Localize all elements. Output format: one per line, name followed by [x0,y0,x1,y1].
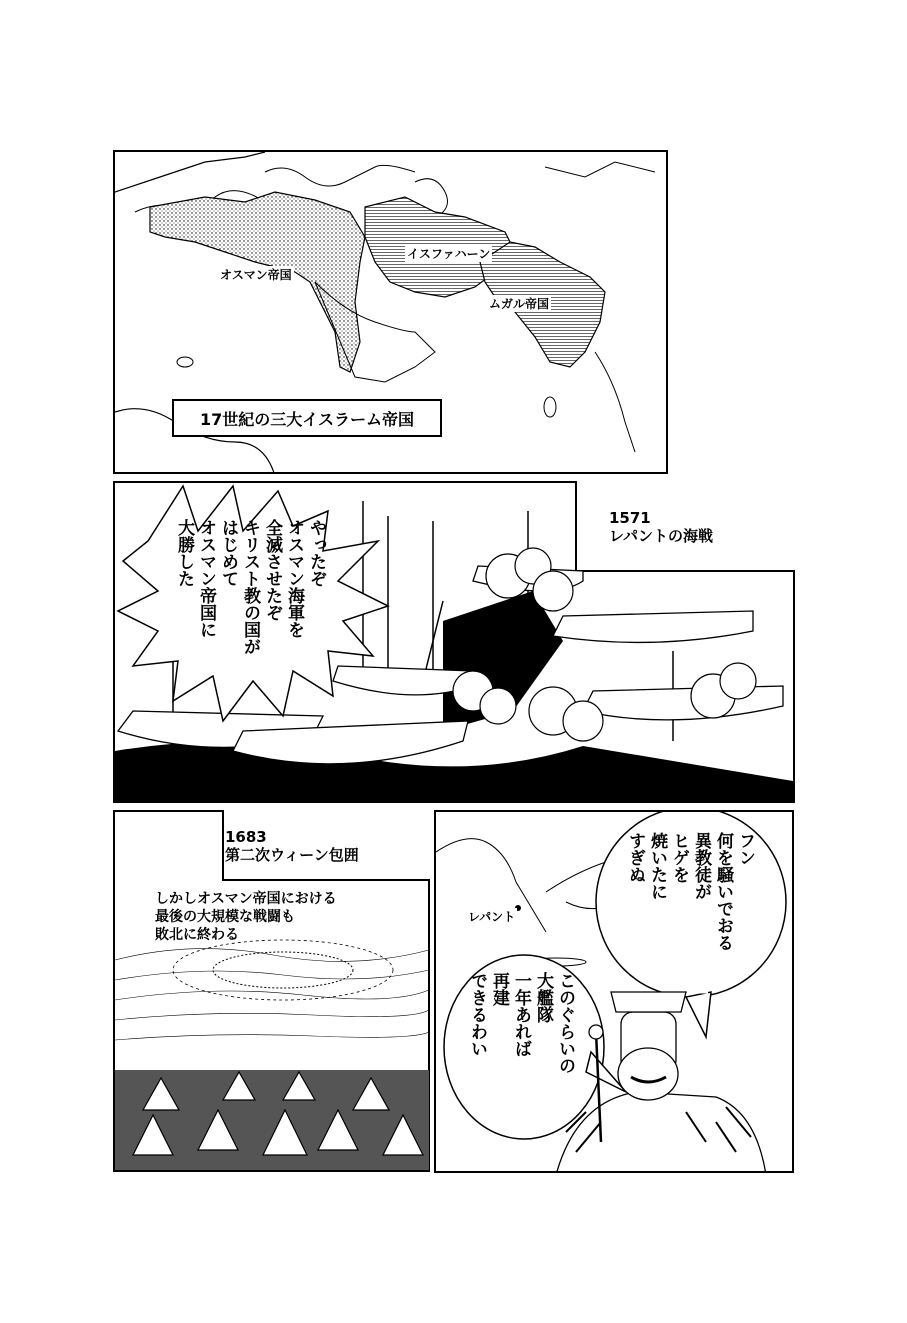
vienna-caption-event: 第二次ウィーン包囲 [225,846,359,864]
label-ottoman: オスマン帝国 [220,268,292,282]
vienna-narration: しかしオスマン帝国における 最後の大規模な戦闘も 敗北に終わる [155,891,337,943]
map-panel [113,150,668,474]
lepanto-caption-year: 1571 [609,509,651,527]
vienna-illustration [113,810,431,1173]
bubble2-text: このぐらいの 大艦隊 一年あれば 再建 できるわい [467,972,575,1074]
map-title-box [172,399,442,437]
burst-text: やったぞ オスマン海軍を 全滅させたぞ キリスト教の国が はじめて オスマン帝国に 大勝した [174,519,326,655]
vienna-caption-year: 1683 [225,828,267,846]
label-mughal: ムガル帝国 [489,297,550,311]
lepanto-panel [113,481,796,804]
map-label-lepanto: レパント [468,910,516,924]
lepanto-caption-event: レパントの海戦 [609,527,713,545]
bubble1-text: フン 何を騒いでおる 異教徒が ヒゲを 焼いたに すぎぬ [625,832,755,951]
map-title: 17世紀の三大イスラーム帝国 [199,409,415,429]
vienna-panel [113,810,431,1173]
label-isfahan: イスファハーン [407,247,491,261]
sultan-panel [434,810,794,1173]
